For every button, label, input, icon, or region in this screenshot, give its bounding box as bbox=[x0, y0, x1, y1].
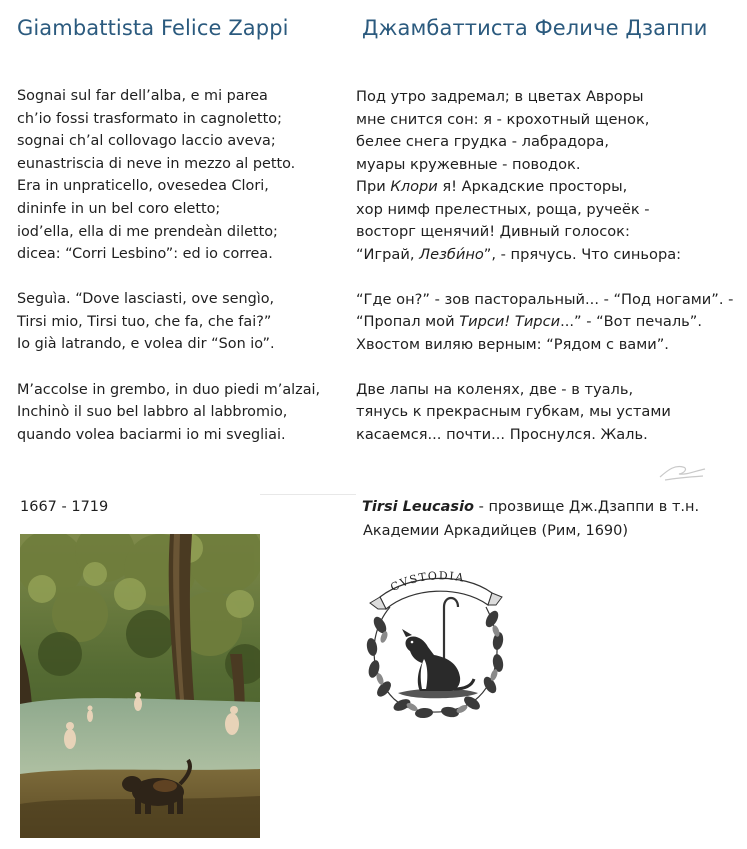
poem-italian bbox=[17, 85, 320, 469]
nickname: Tirsi Leucasio bbox=[362, 499, 474, 515]
nickname-note bbox=[362, 495, 699, 543]
emblem-motto: CVSTODIA bbox=[388, 569, 467, 595]
poem-line: Era in unpraticello, ovesedea Clori, bbox=[17, 178, 269, 195]
title-russian: Джамбаттиста Феличе Дзаппи bbox=[362, 16, 708, 40]
signature-squiggle bbox=[655, 455, 710, 485]
poem-line: dicea: “Corri Lesbino”: ed io correa. bbox=[17, 246, 273, 263]
poem-line: мне снится сон: я - крохотный щенок, bbox=[356, 110, 650, 128]
stanza-2 bbox=[356, 289, 733, 357]
poem-line: Sognai sul far dell’alba, e mi parea bbox=[17, 88, 268, 104]
italic-name: Клори bbox=[390, 178, 438, 195]
poem-line: dininfe in un bel coro eletto; bbox=[17, 200, 221, 217]
poem-line: Io già latrando, e volea dir “Son io”. bbox=[17, 336, 275, 353]
stanza-1 bbox=[17, 85, 320, 266]
poem-line: “Играй, Лезби́но”, - прячусь. Что синьора: bbox=[356, 245, 682, 263]
poem-line: белее снега грудка - лабрадора, bbox=[356, 133, 609, 150]
painting-nymphs-and-dog bbox=[20, 534, 260, 838]
poem-line: Seguìa. “Dove lasciasti, ove sengìo, bbox=[17, 291, 275, 308]
stanza-3 bbox=[356, 379, 733, 447]
poem-line: iod’ella, ella di me prendeàn diletto; bbox=[17, 223, 278, 240]
poem-russian bbox=[356, 86, 733, 469]
stanza-2 bbox=[17, 288, 320, 356]
poem-line: eunastriscia di neve in mezzo al petto. bbox=[17, 155, 296, 172]
poem-line: sognai ch’al collovago laccio aveva; bbox=[17, 133, 276, 150]
life-years: 1667 - 1719 bbox=[20, 499, 109, 515]
poem-line: хор нимф прелестных, роща, ручеёк - bbox=[356, 200, 650, 218]
stanza-3 bbox=[17, 379, 320, 447]
title-italian: Giambattista Felice Zappi bbox=[17, 16, 289, 40]
divider bbox=[260, 494, 356, 495]
custodia-emblem bbox=[350, 555, 520, 725]
italic-name: Тирси! Тирси bbox=[459, 313, 561, 330]
note-text-2: Академии Аркадийцев (Рим, 1690) bbox=[363, 523, 629, 539]
poem-line: восторг щенячий! Дивный голосок: bbox=[356, 223, 630, 240]
poem-line: M’accolse in grembo, in duo piedi m’alzai, bbox=[17, 381, 321, 398]
poem-line: Tirsi mio, Tirsi tuo, che fa, che fai?” bbox=[17, 313, 272, 330]
poem-line: тянусь к прекрасным губкам, мы устами bbox=[356, 403, 671, 420]
poem-line: муары кружевные - поводок. bbox=[356, 155, 581, 173]
poem-line: Inchinò il suo bel labbro al labbromio, bbox=[17, 404, 288, 421]
poem-line: Под утро задремал; в цветах Авроры bbox=[356, 88, 644, 105]
italic-name: Лезби́но bbox=[419, 245, 484, 263]
poem-line: “Пропал мой Тирси! Тирси...” - “Вот печаль”. bbox=[356, 313, 702, 330]
poem-line: Две лапы на коленях, две - в туаль, bbox=[356, 380, 634, 398]
poem-line: При Клори я! Аркадские просторы, bbox=[356, 178, 628, 195]
poem-line: касаемся... почти... Проснулся. Жаль. bbox=[356, 425, 648, 443]
stanza-1 bbox=[356, 86, 733, 266]
poem-line: quando volea baciarmi io mi svegliai. bbox=[17, 426, 286, 443]
poem-line: Хвостом виляю верным: “Рядом с вами”. bbox=[356, 335, 669, 353]
note-text-1: - прозвище Дж.Дзаппи в т.н. bbox=[474, 499, 700, 515]
poem-line: “Где он?” - зов пасторальный... - “Под ногами”. - bbox=[356, 290, 734, 308]
poem-line: ch’io fossi trasformato in cagnoletto; bbox=[17, 110, 282, 127]
